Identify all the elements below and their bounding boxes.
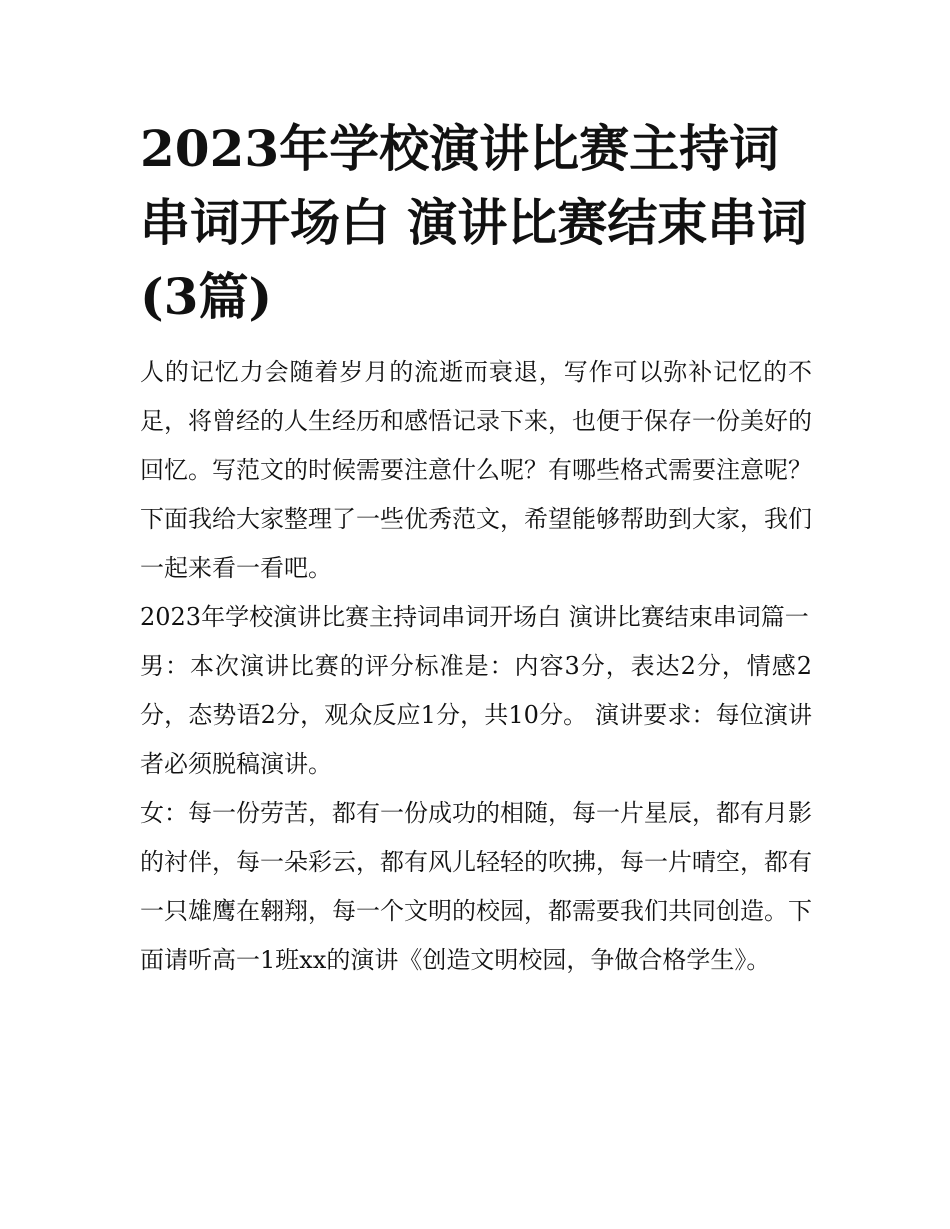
- document-page: [140, 112, 812, 985]
- section-heading: 2023年学校演讲比赛主持词串词开场白 演讲比赛结束串词篇一: [140, 603, 809, 631]
- intro-paragraph: 人的记忆力会随着岁月的流逝而衰退，写作可以弥补记忆的不足，将曾经的人生经历和感悟记录下来，也便于保存一份美好的回忆。写范文的时候需要注意什么呢？有哪些格式需要注意呢？下面我给大家整理了一些优秀范文，希望能够帮助到大家，我们一起来看一看吧。: [140, 358, 812, 582]
- male-host-paragraph: 男：本次演讲比赛的评分标准是：内容3分，表达2分，情感2分，态势语2分，观众反应1分，共10分。 演讲要求：每位演讲者必须脱稿演讲。: [140, 652, 812, 778]
- female-host-paragraph: 女：每一份劳苦，都有一份成功的相随，每一片星辰，都有月影的衬伴，每一朵彩云，都有风儿轻轻的吹拂，每一片晴空，都有一只雄鹰在翱翔，每一个文明的校园，都需要我们共同创造。下面请听高一1班xx的演讲《创造文明校园，争做合格学生》。: [140, 799, 812, 974]
- document-title: 2023年学校演讲比赛主持词串词开场白 演讲比赛结束串词(3篇): [140, 119, 808, 326]
